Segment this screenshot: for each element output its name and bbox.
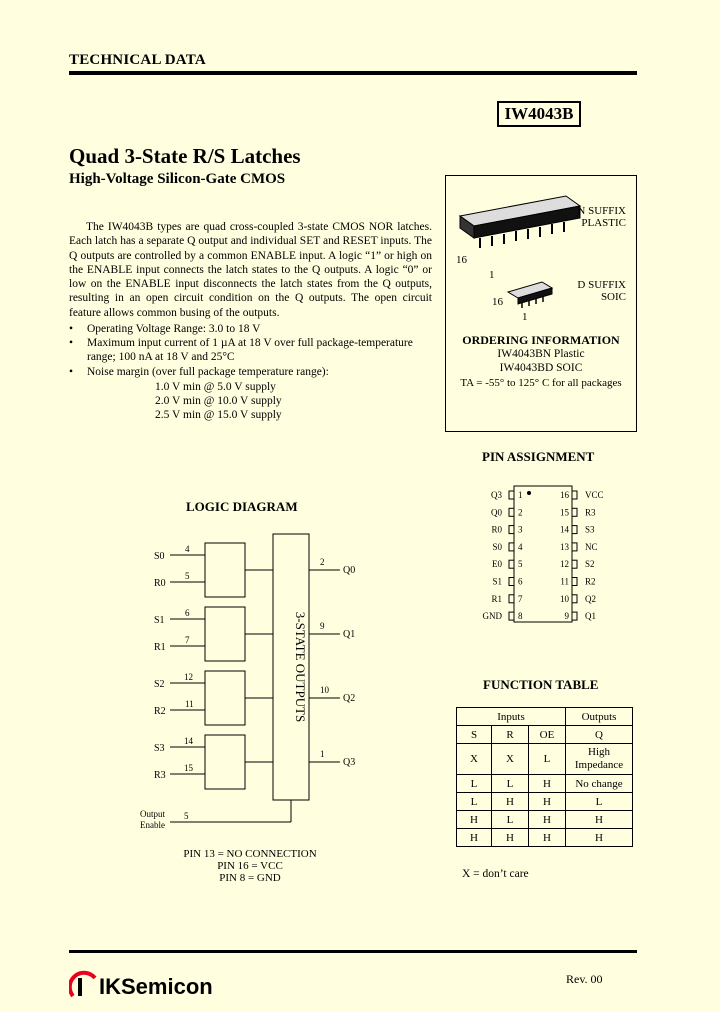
svg-text:Output: Output: [140, 809, 166, 819]
ik-logo-icon: [69, 966, 99, 1000]
pin-stub: [572, 612, 577, 620]
svg-text:15: 15: [184, 763, 193, 773]
noise-margin-item: 2.0 V min @ 10.0 V supply: [155, 395, 282, 408]
logic-diagram-notes: PIN 13 = NO CONNECTION PIN 16 = VCC PIN 8 = GND: [183, 848, 317, 884]
svg-text:9: 9: [320, 621, 325, 631]
n-suffix-label: N SUFFIX PLASTIC: [577, 205, 626, 229]
svg-text:10: 10: [320, 685, 329, 695]
pin-name-left: Q3: [491, 490, 502, 500]
header-rule: [69, 71, 637, 75]
svg-text:6: 6: [185, 608, 190, 618]
pin-number-left: 3: [518, 524, 523, 535]
svg-text:Q3: Q3: [343, 757, 356, 768]
table-row: H L H H: [457, 811, 633, 829]
soic-pin1-label: 1: [522, 311, 528, 323]
pin-stub: [509, 578, 514, 586]
noise-margin-list: [155, 380, 282, 423]
bullet-icon: •: [69, 365, 74, 378]
svg-text:14: 14: [184, 736, 193, 746]
svg-text:R1: R1: [154, 642, 166, 653]
table-row: L L H No change: [457, 775, 633, 793]
pin-stub: [572, 578, 577, 586]
table-row: H H H H: [457, 829, 633, 847]
svg-text:5: 5: [185, 571, 190, 581]
function-table-heading: FUNCTION TABLE: [483, 677, 599, 692]
table-row: X X L High Impedance: [457, 744, 633, 775]
doc-type-header: TECHNICAL DATA: [69, 52, 206, 68]
pin-number-left: 2: [518, 507, 523, 518]
noise-margin-item: 1.0 V min @ 5.0 V supply: [155, 381, 276, 393]
pin-number-right: 10: [560, 593, 569, 604]
latch-box-2: [205, 671, 245, 725]
svg-text:Q0: Q0: [343, 565, 356, 576]
pin-stub: [509, 543, 514, 551]
svg-text:S3: S3: [154, 743, 165, 754]
pin-number-left: 5: [518, 559, 523, 570]
pin-number-right: 15: [560, 507, 569, 518]
svg-text:1: 1: [320, 749, 325, 759]
dip-pin16-label: 16: [456, 254, 467, 266]
pin-stub: [509, 508, 514, 516]
pin-name-right: S3: [585, 524, 595, 535]
logic-diagram-heading: LOGIC DIAGRAM: [186, 499, 298, 514]
svg-text:R0: R0: [154, 578, 166, 589]
pin-number-left: 4: [518, 541, 523, 552]
pin-number-right: 12: [560, 559, 569, 570]
noise-margin-item: 2.5 V min @ 15.0 V supply: [155, 409, 282, 422]
feature-item: • Maximum input current of 1 µA at 18 V over full package-temperature range; 100 nA at 18 V and 25°C: [69, 337, 413, 364]
pin-number-left: 1: [518, 490, 523, 500]
pin-number-right: 14: [560, 524, 569, 535]
svg-text:2: 2: [320, 557, 325, 567]
pin-assignment-diagram: [476, 484, 616, 626]
pin-stub: [509, 491, 514, 499]
pin-stub: [509, 560, 514, 568]
revision-label: Rev. 00: [566, 972, 603, 986]
pin-name-left: S0: [492, 541, 502, 552]
svg-text:R2: R2: [154, 706, 166, 717]
pin-name-left: S1: [492, 576, 502, 587]
pin-name-right: S2: [585, 559, 595, 570]
pin-number-left: 7: [518, 593, 523, 604]
svg-text:Q2: Q2: [343, 693, 356, 704]
pin-name-right: Q1: [585, 611, 596, 622]
pin-name-left: E0: [492, 559, 502, 570]
pin-number-right: 11: [560, 576, 569, 587]
pin-assignment-heading: PIN ASSIGNMENT: [482, 449, 595, 464]
function-table: Inputs Outputs S R OE Q X X L High Impedance L L H No change L H H L H L H H H H H H: [456, 707, 633, 847]
svg-text:11: 11: [185, 699, 194, 709]
inputs-group-header: Inputs: [457, 708, 566, 726]
bullet-icon: •: [69, 323, 74, 335]
pin-name-right: R3: [585, 507, 596, 518]
pin-number-right: 13: [560, 541, 569, 552]
pin-number-left: 8: [518, 611, 523, 622]
ordering-line: IW4043BN Plastic: [497, 348, 585, 360]
ordering-line: IW4043BD SOIC: [499, 362, 583, 374]
pin-number-right: 16: [560, 490, 569, 500]
bullet-icon: •: [69, 337, 74, 350]
pin-stub: [572, 543, 577, 551]
pin-stub: [572, 508, 577, 516]
footer-rule: [69, 950, 637, 953]
svg-text:S0: S0: [154, 551, 165, 562]
svg-text:12: 12: [184, 672, 193, 682]
svg-text:4: 4: [185, 544, 190, 554]
svg-text:Q1: Q1: [343, 629, 356, 640]
ordering-line: TA = -55° to 125° C for all packages: [460, 377, 622, 389]
latch-box-3: [205, 735, 245, 789]
latch-box-1: [205, 607, 245, 661]
ordering-heading: ORDERING INFORMATION: [462, 333, 620, 347]
pin-stub: [572, 595, 577, 603]
description-paragraph: The IW4043B types are quad cross-coupled 3-state CMOS NOR latches. Each latch has a separate Q output and individual SET and RESET inputs. The Q outputs are controlled by a common ENABLE input. A logic “1” or high on the ENABLE input connects the latch states to the Q outputs. A logic “0” or low on the ENABLE input disconnects the latch states from the Q outputs, resulting in an open circuit condition on the Q outputs. The open circuit feature allows common busing of the outputs.: [69, 221, 432, 319]
brand-logo: IKSemicon: [69, 966, 213, 1000]
svg-text:Enable: Enable: [140, 820, 165, 830]
page-subtitle: High-Voltage Silicon-Gate CMOS: [69, 171, 286, 187]
pin-name-right: VCC: [585, 490, 604, 500]
pin-name-left: GND: [482, 611, 502, 622]
pin-name-right: Q2: [585, 593, 596, 604]
pin-name-left: R1: [491, 593, 502, 604]
feature-item: • Noise margin (over full package temperature range):: [69, 365, 329, 378]
soic-pin16-label: 16: [492, 296, 503, 308]
pin-name-right: NC: [585, 541, 598, 552]
outputs-group-header: Outputs: [566, 708, 633, 726]
page-title: Quad 3-State R/S Latches: [69, 144, 301, 168]
pin-stub: [509, 612, 514, 620]
svg-text:R3: R3: [154, 770, 166, 781]
pin-stub: [509, 526, 514, 534]
logic-diagram: [130, 530, 370, 840]
svg-text:7: 7: [185, 635, 190, 645]
pin-name-left: Q0: [491, 507, 502, 518]
pin-stub: [572, 491, 577, 499]
table-row: L H H L: [457, 793, 633, 811]
pin-stub: [572, 526, 577, 534]
pin-stub: [572, 560, 577, 568]
dip-pin1-label: 1: [489, 269, 495, 281]
part-number-box: IW4043B: [497, 101, 581, 127]
pin-stub: [509, 595, 514, 603]
d-suffix-label: D SUFFIX SOIC: [577, 279, 626, 303]
function-table-note: X = don’t care: [462, 868, 529, 880]
svg-text:S1: S1: [154, 615, 165, 626]
svg-text:S2: S2: [154, 679, 165, 690]
three-state-label: 3-STATE OUTPUTS: [293, 611, 308, 723]
feature-item: • Operating Voltage Range: 3.0 to 18 V: [69, 323, 261, 335]
svg-text:5: 5: [184, 811, 189, 821]
pin-name-right: R2: [585, 576, 596, 587]
pin1-marker-icon: [527, 491, 531, 495]
pin-name-left: R0: [491, 524, 502, 535]
pin-number-left: 6: [518, 576, 523, 587]
latch-box-0: [205, 543, 245, 597]
feature-list: [69, 322, 432, 379]
pin-number-right: 9: [564, 611, 569, 622]
package-illustration: [446, 176, 636, 326]
soic-package-icon: [508, 282, 552, 308]
